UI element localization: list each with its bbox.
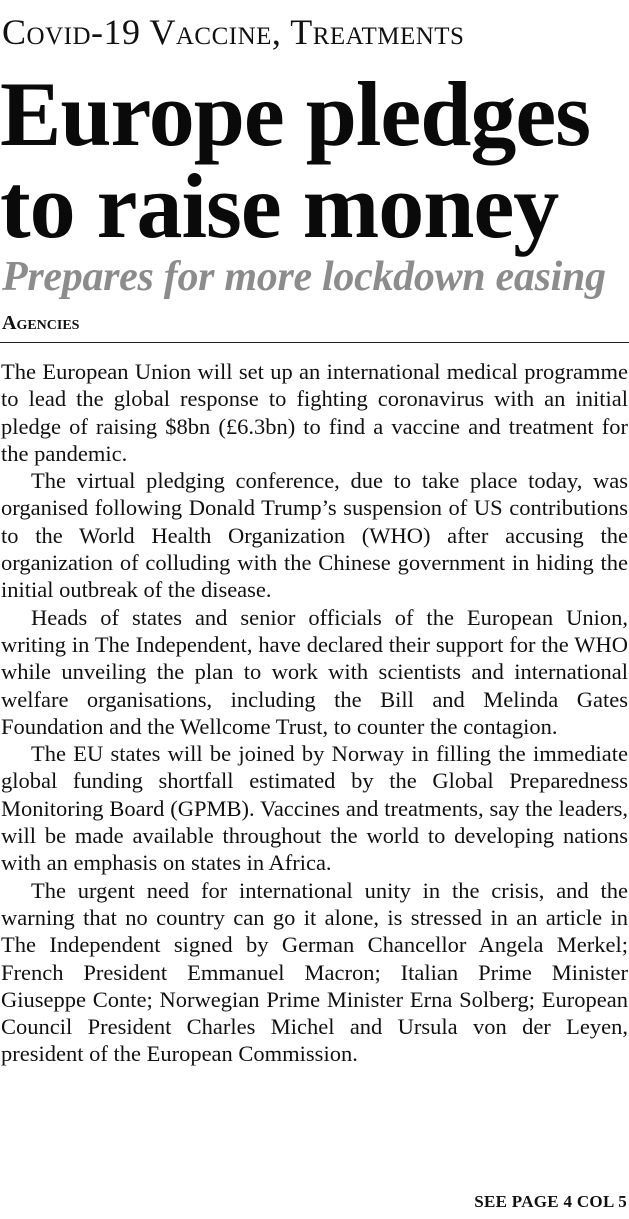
headline	[0, 63, 629, 257]
headline-line-2: to raise money	[0, 155, 559, 257]
paragraph: Heads of states and senior officials of the European Union, writing in The Independent, have declared their support for the WHO while unveiling the plan to work with scientists and international welfare organisations, including the Bill and Melinda Gates Foundation and the Wellcome Trust, to counter the contagion.	[1, 604, 628, 739]
article-body	[1, 358, 628, 1068]
section-kicker: Covid-19 Vaccine, Treatments	[2, 12, 465, 52]
headline-line-1: Europe pledges	[0, 63, 591, 165]
divider-rule	[0, 342, 629, 343]
paragraph: The EU states will be joined by Norway in filling the immediate global funding shortfall estimated by the Global Preparedness Monitoring Board (GPMB). Vaccines and treatments, say the leaders, will be made available throughout the world to developing nations with an emphasis on states in Africa.	[1, 741, 628, 876]
subheadline: Prepares for more lockdown easing	[2, 254, 606, 300]
continuation-note: SEE PAGE 4 COL 5	[474, 1192, 627, 1211]
paragraph: The European Union will set up an international medical programme to lead the global response to fighting coronavirus with an initial pledge of raising $8bn (£6.3bn) to find a vaccine and treatment for the pandemic.	[1, 359, 628, 466]
paragraph: The virtual pledging conference, due to take place today, was organised following Donald Trump’s suspension of US contributions to the World Health Organization (WHO) after accusing the organization of colluding with the Chinese government in hiding the initial outbreak of the disease.	[1, 468, 628, 603]
paragraph: The urgent need for international unity in the crisis, and the warning that no country can go it alone, is stressed in an article in The Independent signed by German Chancellor Angela Merkel; French President Emmanuel Macron; Italian Prime Minister Giuseppe Conte; Norwegian Prime Minister Erna Solberg; European Council President Charles Michel and Ursula von der Leyen, president of the European Commission.	[1, 877, 628, 1067]
byline: Agencies	[2, 312, 80, 334]
